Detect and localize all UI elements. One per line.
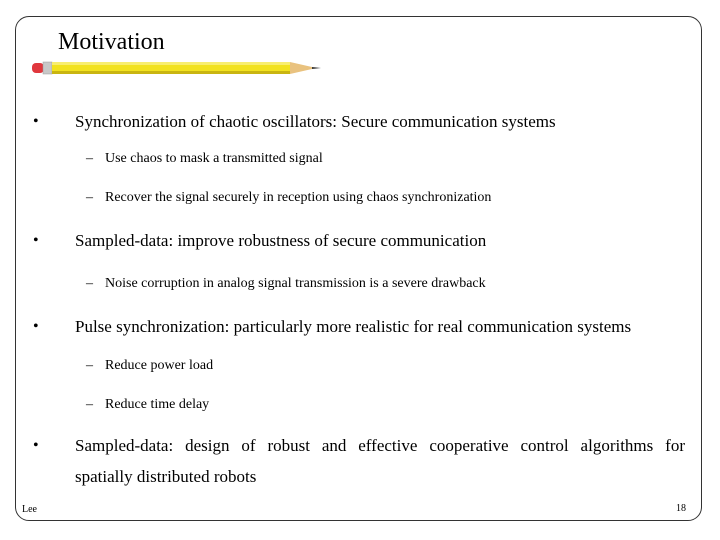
pencil-lead [312,67,321,69]
word: Sampled-data: [75,436,174,455]
bullet-marker: • [33,232,39,249]
page-number: 18 [676,503,686,514]
word: control [520,436,569,455]
word: effective [358,436,418,455]
pencil-shadow [52,71,290,74]
pencil-icon [32,58,322,78]
word: of [241,436,256,455]
dash-marker: – [86,276,93,291]
bullet-text: Sampled-data: improve robustness of secure communication [75,231,487,250]
word: cooperative [429,436,509,455]
pencil-highlight [52,62,290,65]
bullet-marker: • [33,318,39,335]
slide-title: Motivation [58,29,165,55]
bullet-text-justified-line [75,436,685,456]
sub-item-text: Use chaos to mask a transmitted signal [105,151,323,166]
word: for [665,436,685,455]
dash-marker: – [86,397,93,412]
word: algorithms [580,436,654,455]
bullet-text: Synchronization of chaotic oscillators: Secure communication systems [75,112,556,131]
sub-item-text: Recover the signal securely in reception using chaos synchronization [105,190,492,205]
dash-marker: – [86,151,93,166]
bullet-marker: • [33,113,39,130]
word: design [185,436,230,455]
word: robust [267,436,310,455]
footer-author: Lee [22,504,37,515]
pencil-wood [290,62,312,74]
word: and [321,436,347,455]
pencil-ferrule [43,62,52,74]
sub-item-text: Reduce time delay [105,397,210,412]
dash-marker: – [86,358,93,373]
bullet-marker: • [33,437,39,454]
sub-item-text: Noise corruption in analog signal transmission is a severe drawback [105,276,486,291]
bullet-text: Pulse synchronization: particularly more realistic for real communication systems [75,317,632,336]
dash-marker: – [86,190,93,205]
sub-item-text: Reduce power load [105,358,214,373]
bullet-text-continuation: spatially distributed robots [75,467,257,486]
pencil-eraser [32,63,44,73]
